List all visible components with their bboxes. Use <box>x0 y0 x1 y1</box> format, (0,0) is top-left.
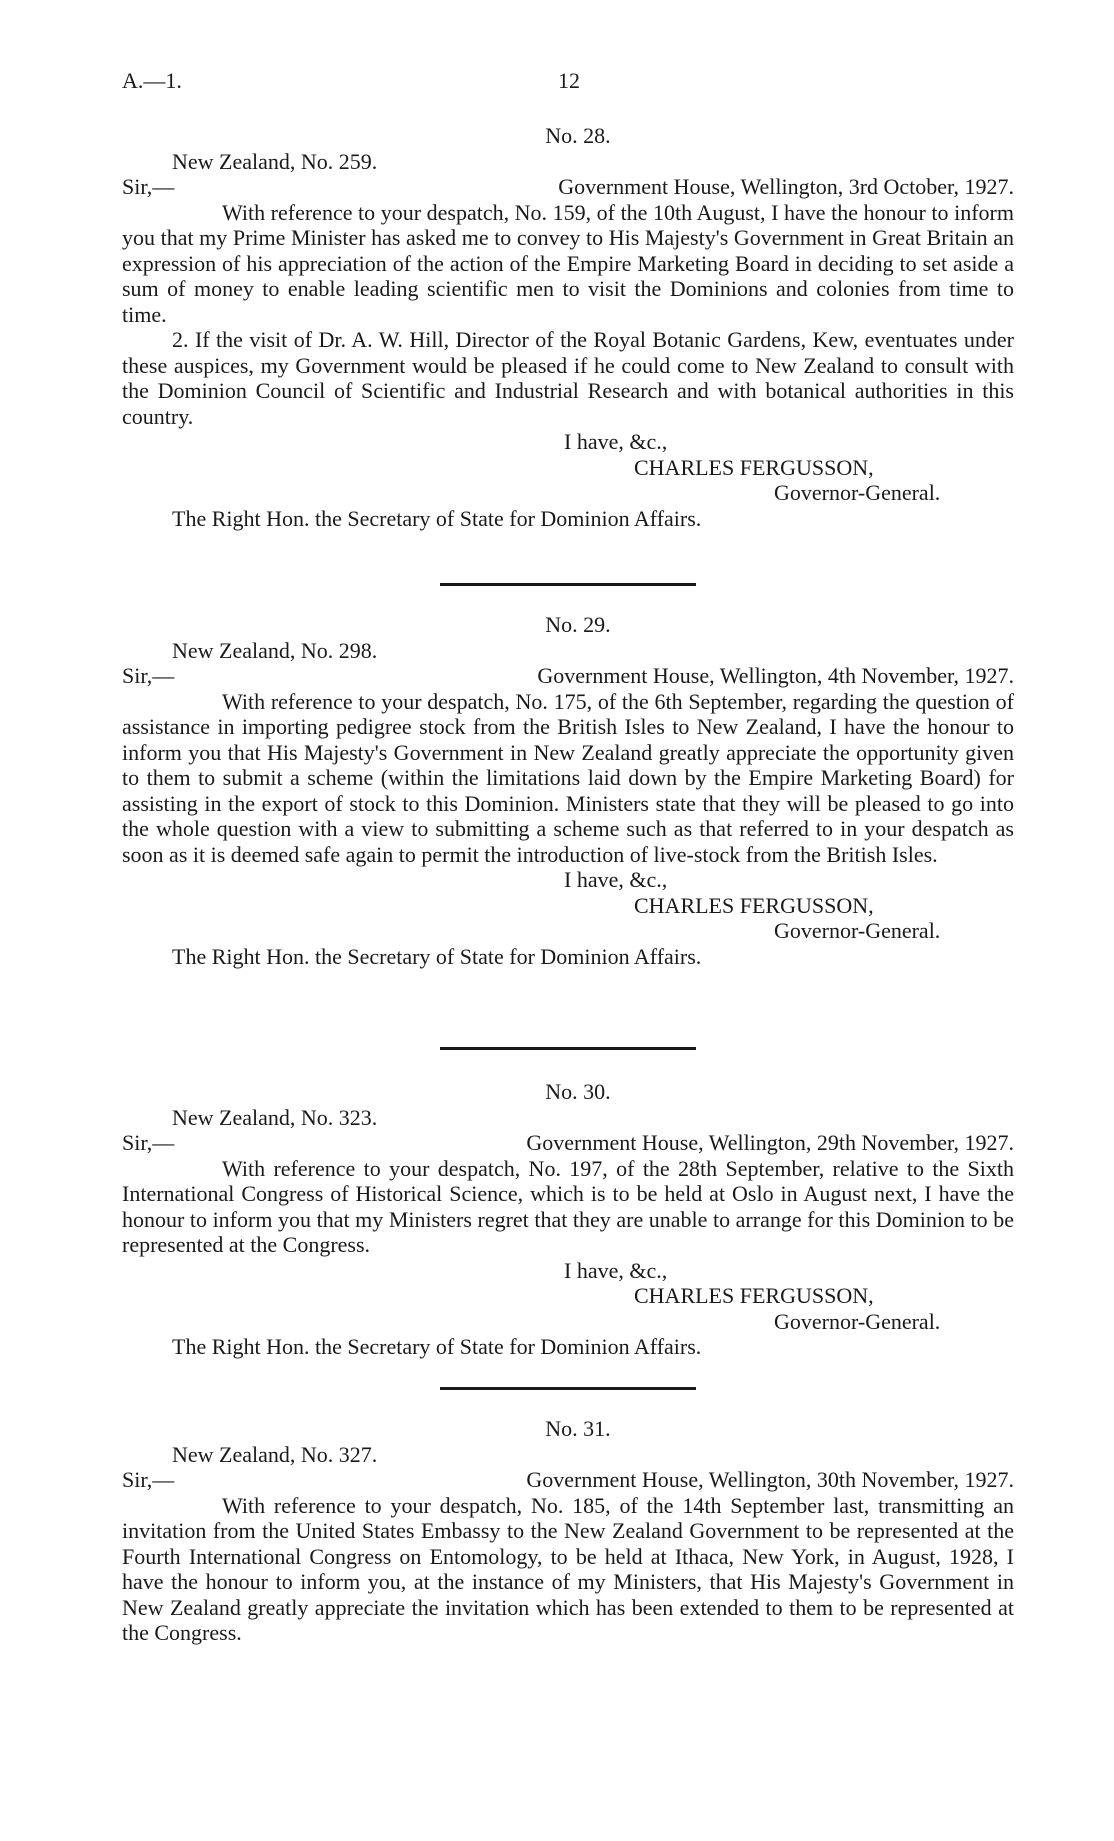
addressee: The Right Hon. the Secretary of State for Dominion Affairs. <box>172 505 702 531</box>
government-house-dateline: Government House, Wellington, 3rd October, 1927. <box>558 174 1014 199</box>
paragraph: With reference to your despatch, No. 175, of the 6th September, regarding the question of assistance in importing pedigree stock from the British Isles to New Zealand, I have the honour to inform you that His Majesty's Government in New Zealand greatly appreciate the opportunity given to them to submit a scheme (within the limitations laid down by the Empire Marketing Board) for assisting in the export of stock to this Dominion. Ministers state that they will be pleased to go into the whole question with a view to submitting a scheme such as that referred to in your despatch as soon as it is deemed safe again to permit the introduction of live-stock from the British Isles. <box>122 688 1014 867</box>
nz-reference: New Zealand, No. 259. <box>172 148 378 174</box>
section-divider <box>440 1387 696 1390</box>
section-divider <box>440 1047 696 1050</box>
government-house-dateline: Government House, Wellington, 30th November, 1927. <box>526 1467 1014 1492</box>
letter-number: No. 28. <box>545 123 611 148</box>
letter-28 <box>122 123 1014 531</box>
signatory-title: Governor-General. <box>774 1308 941 1334</box>
salutation: Sir,— <box>122 1130 175 1155</box>
paragraph: 2. If the visit of Dr. A. W. Hill, Director of the Royal Botanic Gardens, Kew, eventuates under these auspices, my Government would be pleased if he could come to New Zealand to consult with the Dominion Council of Scientific and Industrial Research and with botanical authorities in this country. <box>122 327 1014 429</box>
signatory-title: Governor-General. <box>774 480 941 505</box>
page-header <box>122 68 1014 94</box>
nz-reference: New Zealand, No. 298. <box>172 637 378 663</box>
signatory-title: Governor-General. <box>774 918 941 943</box>
signatory: CHARLES FERGUSSON, <box>634 1283 874 1308</box>
addressee: The Right Hon. the Secretary of State for Dominion Affairs. <box>172 1334 702 1359</box>
letter-31 <box>122 1416 1014 1646</box>
paragraph: With reference to your despatch, No. 197, of the 28th September, relative to the Sixth International Congress of Historical Science, which is to be held at Oslo in August next, I have the honour to inform you that my Ministers regret that they are unable to arrange for this Dominion to be represented at the Congress. <box>122 1155 1014 1257</box>
page-number: 12 <box>558 68 580 93</box>
signatory: CHARLES FERGUSSON, <box>634 454 874 480</box>
letter-number: No. 30. <box>545 1079 611 1104</box>
government-house-dateline: Government House, Wellington, 29th November, 1927. <box>526 1130 1014 1155</box>
addressee: The Right Hon. the Secretary of State for Dominion Affairs. <box>172 943 702 969</box>
signatory: CHARLES FERGUSSON, <box>634 892 874 918</box>
salutation: Sir,— <box>122 174 175 199</box>
letter-number: No. 29. <box>545 612 611 637</box>
paragraph: With reference to your despatch, No. 185, of the 14th September last, transmitting an invitation from the United States Embassy to the New Zealand Government to be represented at the Fourth International Congress on Entomology, to be held at Ithaca, New York, in August, 1928, I have the honour to inform you, at the instance of my Ministers, that His Majesty's Government in New Zealand greatly appreciate the invitation which has been extended to them to be represented at the Congress. <box>122 1492 1014 1645</box>
nz-reference: New Zealand, No. 327. <box>172 1441 378 1467</box>
government-house-dateline: Government House, Wellington, 4th November, 1927. <box>537 663 1014 688</box>
document-reference: A.—1. <box>122 68 182 93</box>
closing: I have, &c., <box>564 867 668 892</box>
section-divider <box>440 583 696 586</box>
closing: I have, &c., <box>564 1257 668 1283</box>
salutation: Sir,— <box>122 1467 175 1492</box>
nz-reference: New Zealand, No. 323. <box>172 1104 378 1130</box>
closing: I have, &c., <box>564 429 668 454</box>
letter-30 <box>122 1079 1014 1360</box>
salutation: Sir,— <box>122 663 175 688</box>
letter-number: No. 31. <box>545 1416 611 1441</box>
letter-29 <box>122 612 1014 969</box>
paragraph: With reference to your despatch, No. 159, of the 10th August, I have the honour to inform you that my Prime Minister has asked me to convey to His Majesty's Government in Great Britain an expression of his appreciation of the action of the Empire Marketing Board in deciding to set aside a sum of money to enable leading scientific men to visit the Dominions and colonies from time to time. <box>122 199 1014 327</box>
